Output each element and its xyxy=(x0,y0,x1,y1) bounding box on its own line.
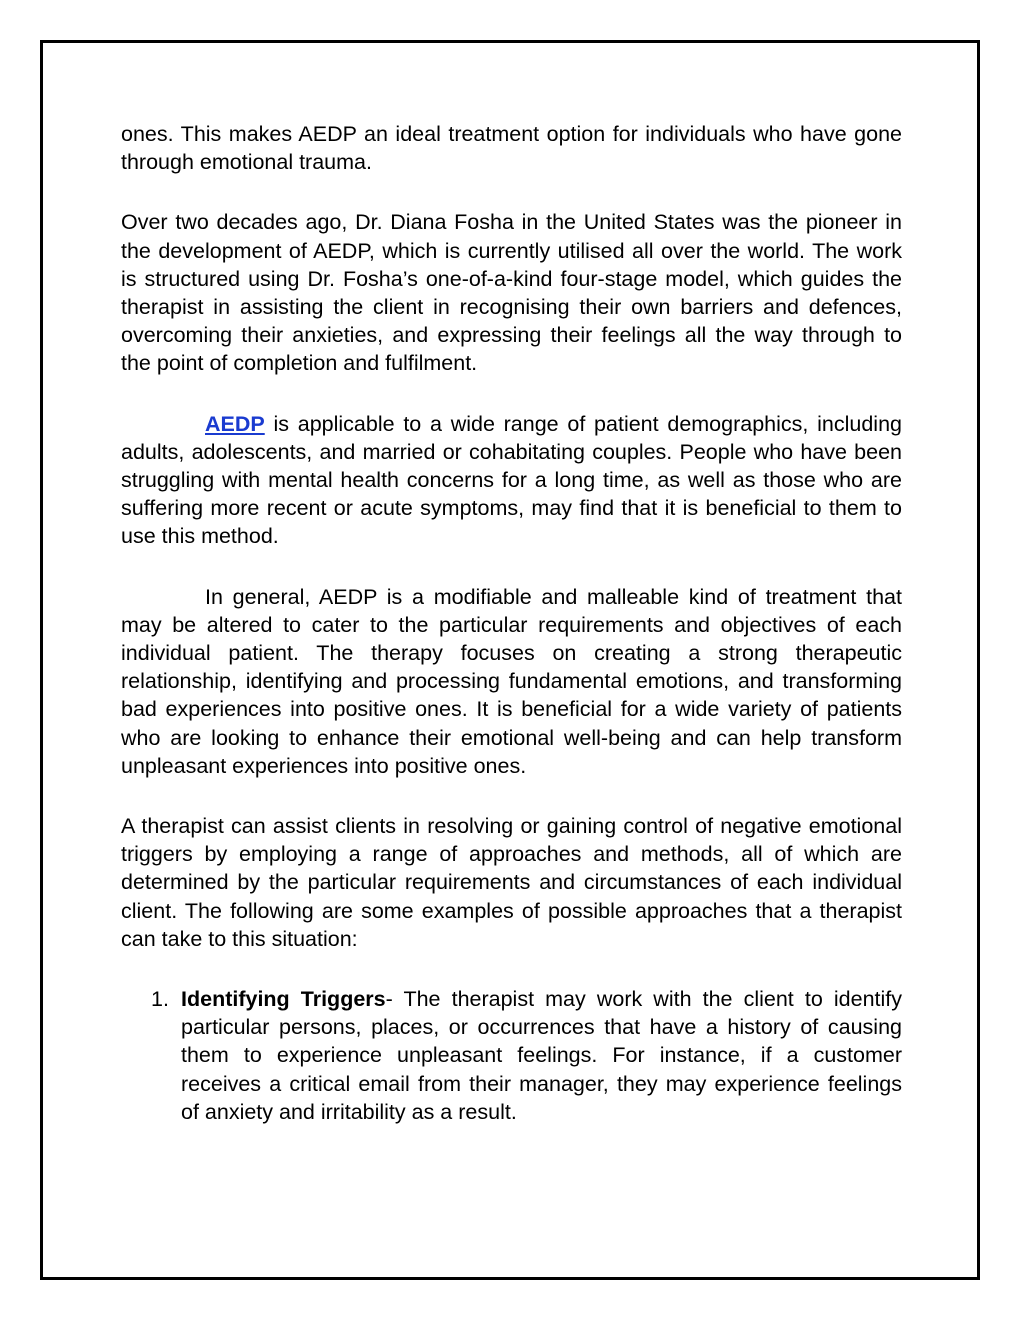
aedp-link[interactable]: AEDP xyxy=(205,411,265,436)
list-item-title: Identifying Triggers xyxy=(181,987,386,1012)
paragraph-1: ones. This makes AEDP an ideal treatment option for individuals who have gone through emotional trauma. xyxy=(121,122,902,175)
paragraph-3-text: is applicable to a wide range of patient demographics, including adults, adolescents, and married or cohabitating couples. People who have been struggling with mental health concerns for a long time, as well as those who are suffering more recent or acute symptoms, may find that it is beneficial to them to use this method. xyxy=(121,411,902,549)
list-item xyxy=(121,985,902,1126)
list-item-text: - The therapist may work with the client to identify particular persons, places, or occurrences that have a history of causing them to experience unpleasant feelings. For instance, if a customer receives a critical email from their manager, they may experience feelings of anxiety and irritability as a result. xyxy=(181,987,902,1124)
list-item-number: 1. xyxy=(151,987,169,1012)
paragraph-5: A therapist can assist clients in resolving or gaining control of negative emotional triggers by employing a range of approaches and methods, all of which are determined by the particular requirements and circumstances of each individual client. The following are some examples of possible approaches that a therapist can take to this situation: xyxy=(121,814,902,951)
paragraph-4: In general, AEDP is a modifiable and malleable kind of treatment that may be altered to cater to the particular requirements and objectives of each individual patient. The therapy focuses on creating a strong therapeutic relationship, identifying and processing fundamental emotions, and transforming bad experiences into positive ones. It is beneficial for a wide variety of patients who are looking to enhance their emotional well-being and can help transform unpleasant experiences into positive ones. xyxy=(121,584,902,778)
paragraph-3 xyxy=(121,410,902,551)
paragraph-2: Over two decades ago, Dr. Diana Fosha in the United States was the pioneer in the development of AEDP, which is currently utilised all over the world. The work is structured using Dr. Fosha’s one-of-a-kind four-stage model, which guides the therapist in assisting the client in recognising their own barriers and defences, overcoming their anxieties, and expressing their feelings all the way through to the point of completion and fulfilment. xyxy=(121,210,902,376)
document-body xyxy=(121,120,902,1126)
approaches-list xyxy=(121,985,902,1126)
